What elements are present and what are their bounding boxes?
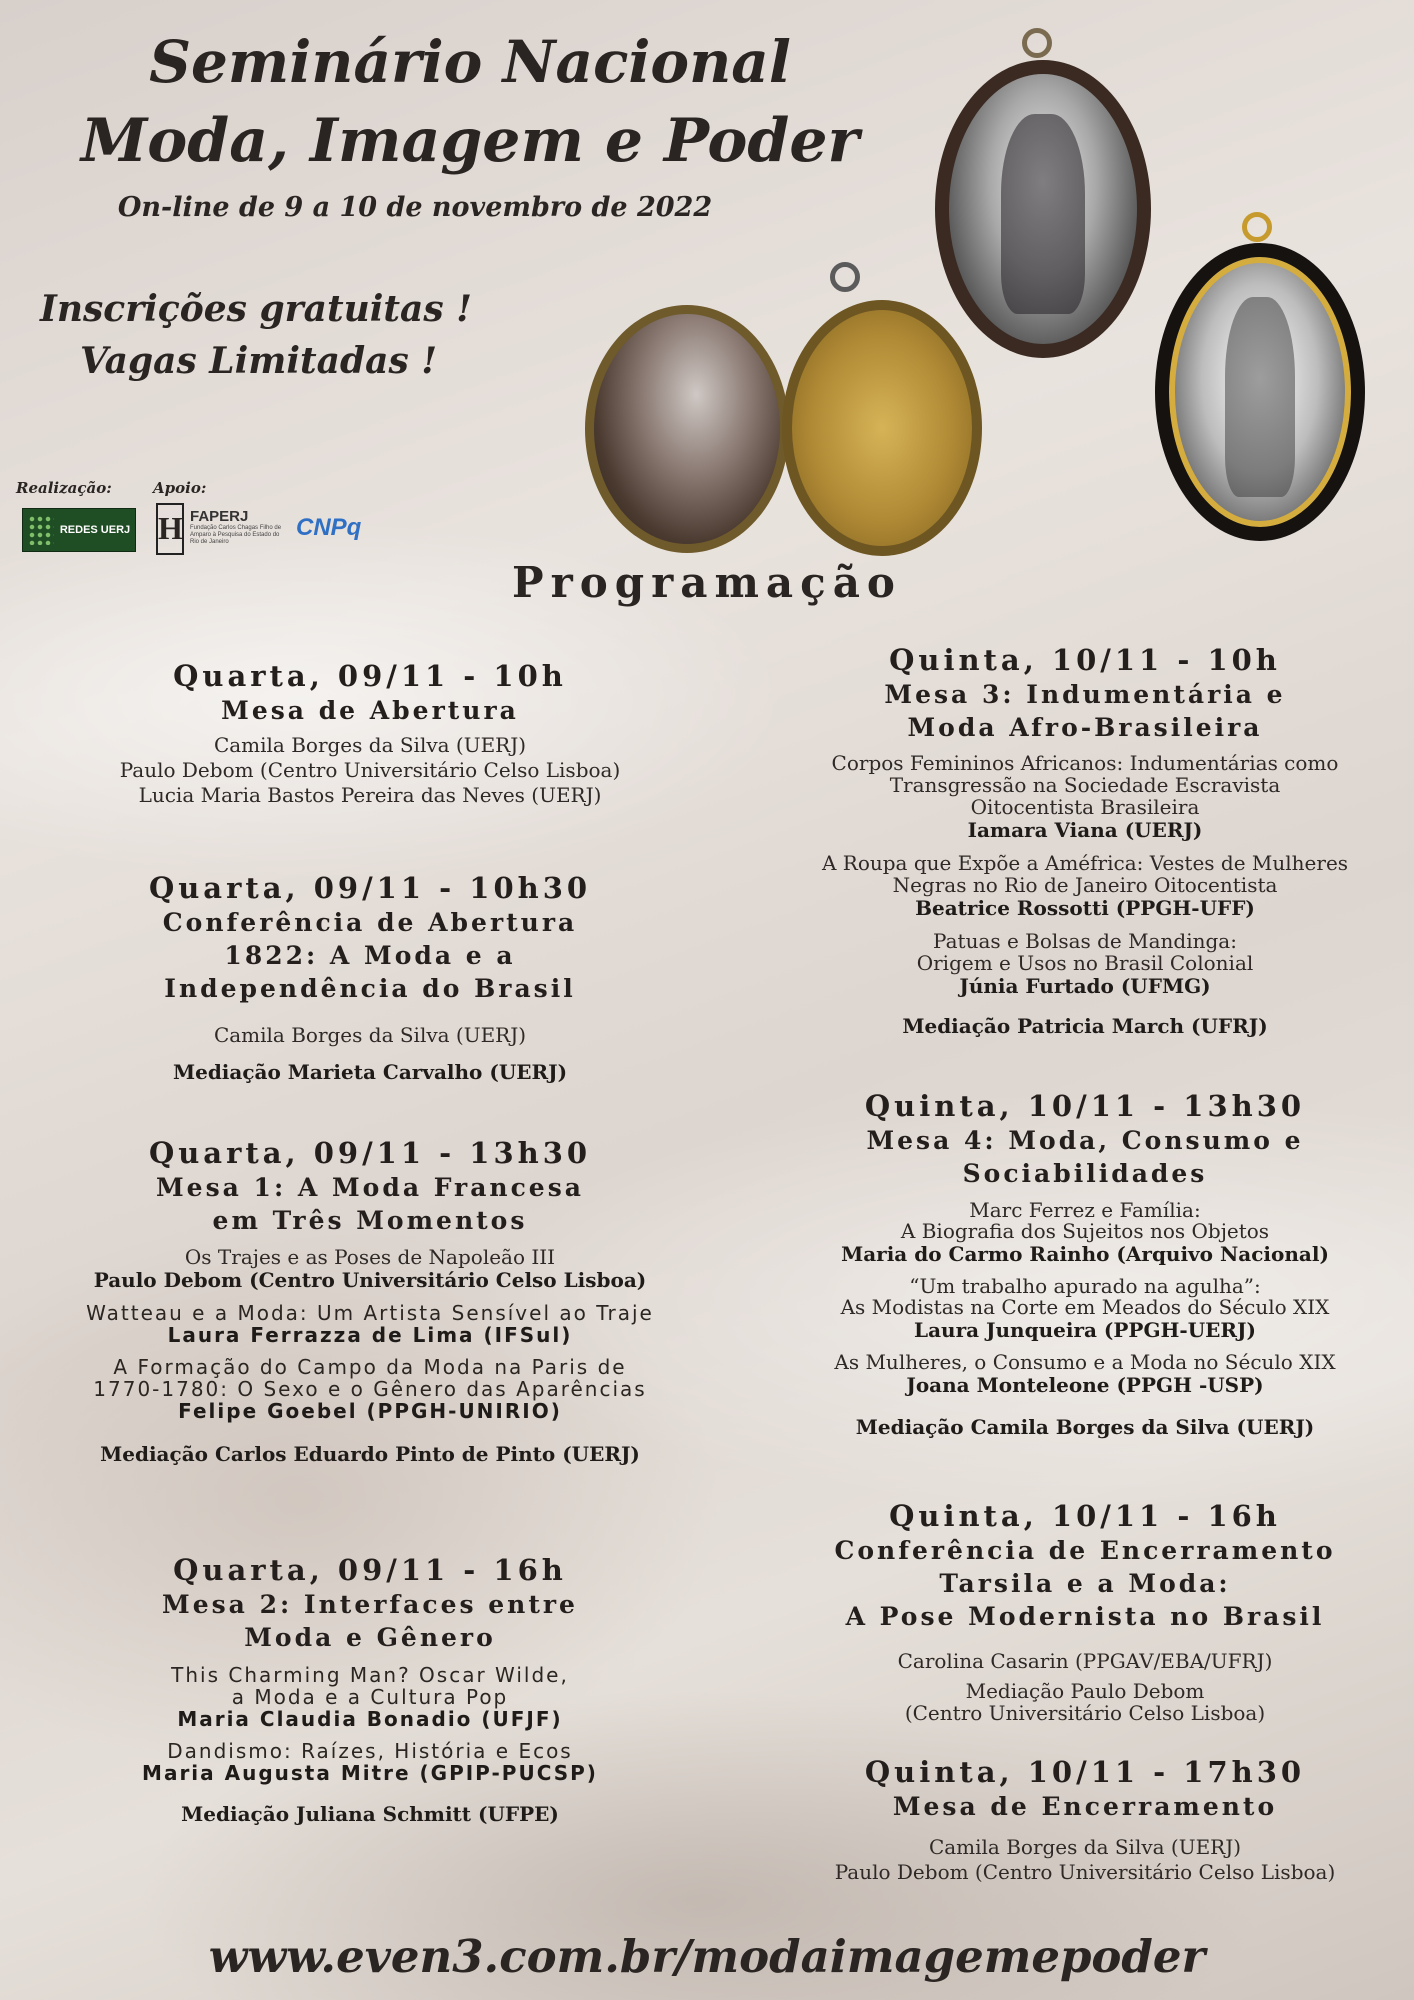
session-title: 1822: A Moda e a <box>224 941 516 970</box>
talk-author: Iamara Viana (UERJ) <box>967 818 1203 842</box>
faperj-logo <box>190 508 290 550</box>
session-title: em Três Momentos <box>212 1206 528 1235</box>
redes-uerj-logo <box>22 508 136 552</box>
session-title: Conferência de Abertura <box>162 908 578 937</box>
event-url-link[interactable]: www.even3.com.br/modaimagemepoder <box>208 1930 1206 1983</box>
session-heading: Quarta, 09/11 - 10h30 <box>148 871 592 905</box>
talk-title: Oitocentista Brasileira <box>970 795 1200 819</box>
talk-title: “Um trabalho apurado na agulha”: <box>909 1274 1261 1298</box>
talk-title: Os Trajes e as Poses de Napoleão III <box>184 1245 556 1269</box>
talk-author: Maria Augusta Mitre (GPIP-PUCSP) <box>142 1761 598 1785</box>
session-title: Moda e Gênero <box>244 1623 496 1652</box>
talk-author: Laura Ferrazza de Lima (IFSul) <box>167 1323 573 1347</box>
talk-title: As Modistas na Corte em Meados do Século XIX <box>840 1295 1330 1319</box>
session-title: Moda Afro-Brasileira <box>907 713 1263 742</box>
speaker-line: Carolina Casarin (PPGAV/EBA/UFRJ) <box>897 1649 1273 1673</box>
session-quinta-10h <box>765 642 1405 1038</box>
talk-title: Patuas e Bolsas de Mandinga: <box>933 929 1237 953</box>
talk-author: Beatrice Rossotti (PPGH-UFF) <box>915 896 1255 920</box>
h-logo: H <box>156 503 184 555</box>
event-dates: On-line de 9 a 10 de novembro de 2022 <box>117 192 713 223</box>
free-registration-text: Inscrições gratuitas ! <box>40 288 472 330</box>
cnpq-logo: CNPq <box>296 514 362 541</box>
apoio-label: Apoio: <box>153 479 207 497</box>
talk-title: Marc Ferrez e Família: <box>969 1198 1201 1222</box>
speaker-line: Camila Borges da Silva (UERJ) <box>213 1023 527 1047</box>
talk-author: Felipe Goebel (PPGH-UNIRIO) <box>178 1399 562 1423</box>
realizacao-label: Realização: <box>16 479 112 497</box>
talk-author: Júnia Furtado (UFMG) <box>959 974 1211 998</box>
speaker-line: Paulo Debom (Centro Universitário Celso Lisboa) <box>119 758 621 782</box>
locket-engraving-woman-image <box>1155 243 1365 541</box>
event-title-line1: Seminário Nacional <box>149 28 791 96</box>
talk-author: Maria Claudia Bonadio (UFJF) <box>177 1707 563 1731</box>
speaker-line: Camila Borges da Silva (UERJ) <box>213 733 527 757</box>
locket-ring-decoration <box>1022 28 1052 58</box>
limited-seats-text: Vagas Limitadas ! <box>80 340 438 382</box>
session-quarta-10h <box>20 658 720 808</box>
session-title: Mesa 1: A Moda Francesa <box>156 1173 584 1202</box>
mediator-line: Mediação Paulo Debom <box>965 1679 1205 1703</box>
talk-title: Corpos Femininos Africanos: Indumentárias como <box>831 751 1339 775</box>
session-quinta-17h30 <box>765 1754 1405 1885</box>
mediator-line: Mediação Marieta Carvalho (UERJ) <box>172 1060 568 1084</box>
talk-title: As Mulheres, o Consumo e a Moda no Século XIX <box>834 1350 1336 1374</box>
program-title: Programação <box>512 558 902 607</box>
event-title-line2: Moda, Imagem e Poder <box>80 106 860 176</box>
session-title: A Pose Modernista no Brasil <box>845 1602 1325 1631</box>
redes-logo-text: REDES UERJ <box>59 524 131 536</box>
speaker-line: Lucia Maria Bastos Pereira das Neves (UERJ) <box>138 783 602 807</box>
talk-author: Paulo Debom (Centro Universitário Celso Lisboa) <box>93 1268 647 1292</box>
locket-ring-decoration <box>830 262 860 292</box>
session-title: Mesa 4: Moda, Consumo e <box>866 1126 1304 1155</box>
talk-title: Transgressão na Sociedade Escravista <box>889 773 1281 797</box>
session-quarta-13h30 <box>20 1135 720 1466</box>
session-quinta-16h <box>765 1498 1405 1724</box>
talk-title: Watteau e a Moda: Um Artista Sensível ao Traje <box>86 1301 654 1325</box>
session-title: Mesa 3: Indumentária e <box>884 680 1286 709</box>
session-quinta-13h30 <box>765 1088 1405 1439</box>
session-quarta-10h30 <box>20 870 720 1084</box>
locket-portrait-woman-image <box>585 305 789 553</box>
portrait-figure-shape <box>1001 114 1085 314</box>
talk-author: Maria do Carmo Rainho (Arquivo Nacional) <box>841 1242 1329 1266</box>
session-heading: Quarta, 09/11 - 16h <box>173 1553 567 1587</box>
session-title: Mesa 2: Interfaces entre <box>162 1590 578 1619</box>
session-quarta-16h <box>20 1552 720 1826</box>
mediator-line: (Centro Universitário Celso Lisboa) <box>904 1701 1266 1725</box>
session-heading: Quarta, 09/11 - 10h <box>173 659 567 693</box>
open-locket-gold-image <box>782 300 982 556</box>
talk-title: This Charming Man? Oscar Wilde, <box>171 1663 569 1687</box>
mediator-line: Mediação Camila Borges da Silva (UERJ) <box>855 1415 1315 1439</box>
talk-title: A Formação do Campo da Moda na Paris de <box>113 1355 627 1379</box>
talk-title: A Biografia dos Sujeitos nos Objetos <box>900 1219 1270 1243</box>
locket-ring-decoration <box>1242 212 1272 242</box>
session-heading: Quarta, 09/11 - 13h30 <box>148 1136 592 1170</box>
talk-title: A Roupa que Expõe a Améfrica: Vestes de Mulheres <box>821 851 1349 875</box>
redes-dots-icon <box>28 515 54 545</box>
locket-portrait-afro-brazilian-woman-image <box>935 60 1151 358</box>
talk-title: Origem e Usos no Brasil Colonial <box>916 951 1254 975</box>
speaker-line: Paulo Debom (Centro Universitário Celso Lisboa) <box>834 1860 1336 1884</box>
session-heading: Quinta, 10/11 - 10h <box>889 643 1281 677</box>
mediator-line: Mediação Carlos Eduardo Pinto de Pinto (UERJ) <box>100 1442 640 1466</box>
session-title: Sociabilidades <box>962 1159 1208 1188</box>
session-heading: Quinta, 10/11 - 17h30 <box>864 1755 1306 1789</box>
talk-title: Dandismo: Raízes, História e Ecos <box>167 1739 573 1763</box>
talk-author: Joana Monteleone (PPGH -USP) <box>906 1373 1264 1397</box>
session-title: Mesa de Abertura <box>221 696 519 725</box>
talk-title: Negras no Rio de Janeiro Oitocentista <box>892 873 1278 897</box>
session-heading: Quinta, 10/11 - 16h <box>889 1499 1281 1533</box>
session-title: Conferência de Encerramento <box>834 1536 1336 1565</box>
engraving-figure-shape <box>1225 297 1295 497</box>
mediator-line: Mediação Juliana Schmitt (UFPE) <box>181 1802 559 1826</box>
talk-author: Laura Junqueira (PPGH-UERJ) <box>914 1318 1256 1342</box>
speaker-line: Camila Borges da Silva (UERJ) <box>928 1835 1242 1859</box>
talk-title: a Moda e a Cultura Pop <box>231 1685 509 1709</box>
mediator-line: Mediação Patricia March (UFRJ) <box>902 1014 1268 1038</box>
session-heading: Quinta, 10/11 - 13h30 <box>864 1089 1306 1123</box>
faperj-logo-text: FAPERJ <box>190 508 249 525</box>
session-title: Independência do Brasil <box>164 974 576 1003</box>
faperj-logo-subtext: Fundação Carlos Chagas Filho de Amparo à Pesquisa do Estado do Rio de Janeiro <box>190 525 282 545</box>
session-title: Mesa de Encerramento <box>892 1792 1278 1821</box>
talk-title: 1770-1780: O Sexo e o Gênero das Aparências <box>93 1377 647 1401</box>
session-title: Tarsila e a Moda: <box>939 1569 1231 1598</box>
